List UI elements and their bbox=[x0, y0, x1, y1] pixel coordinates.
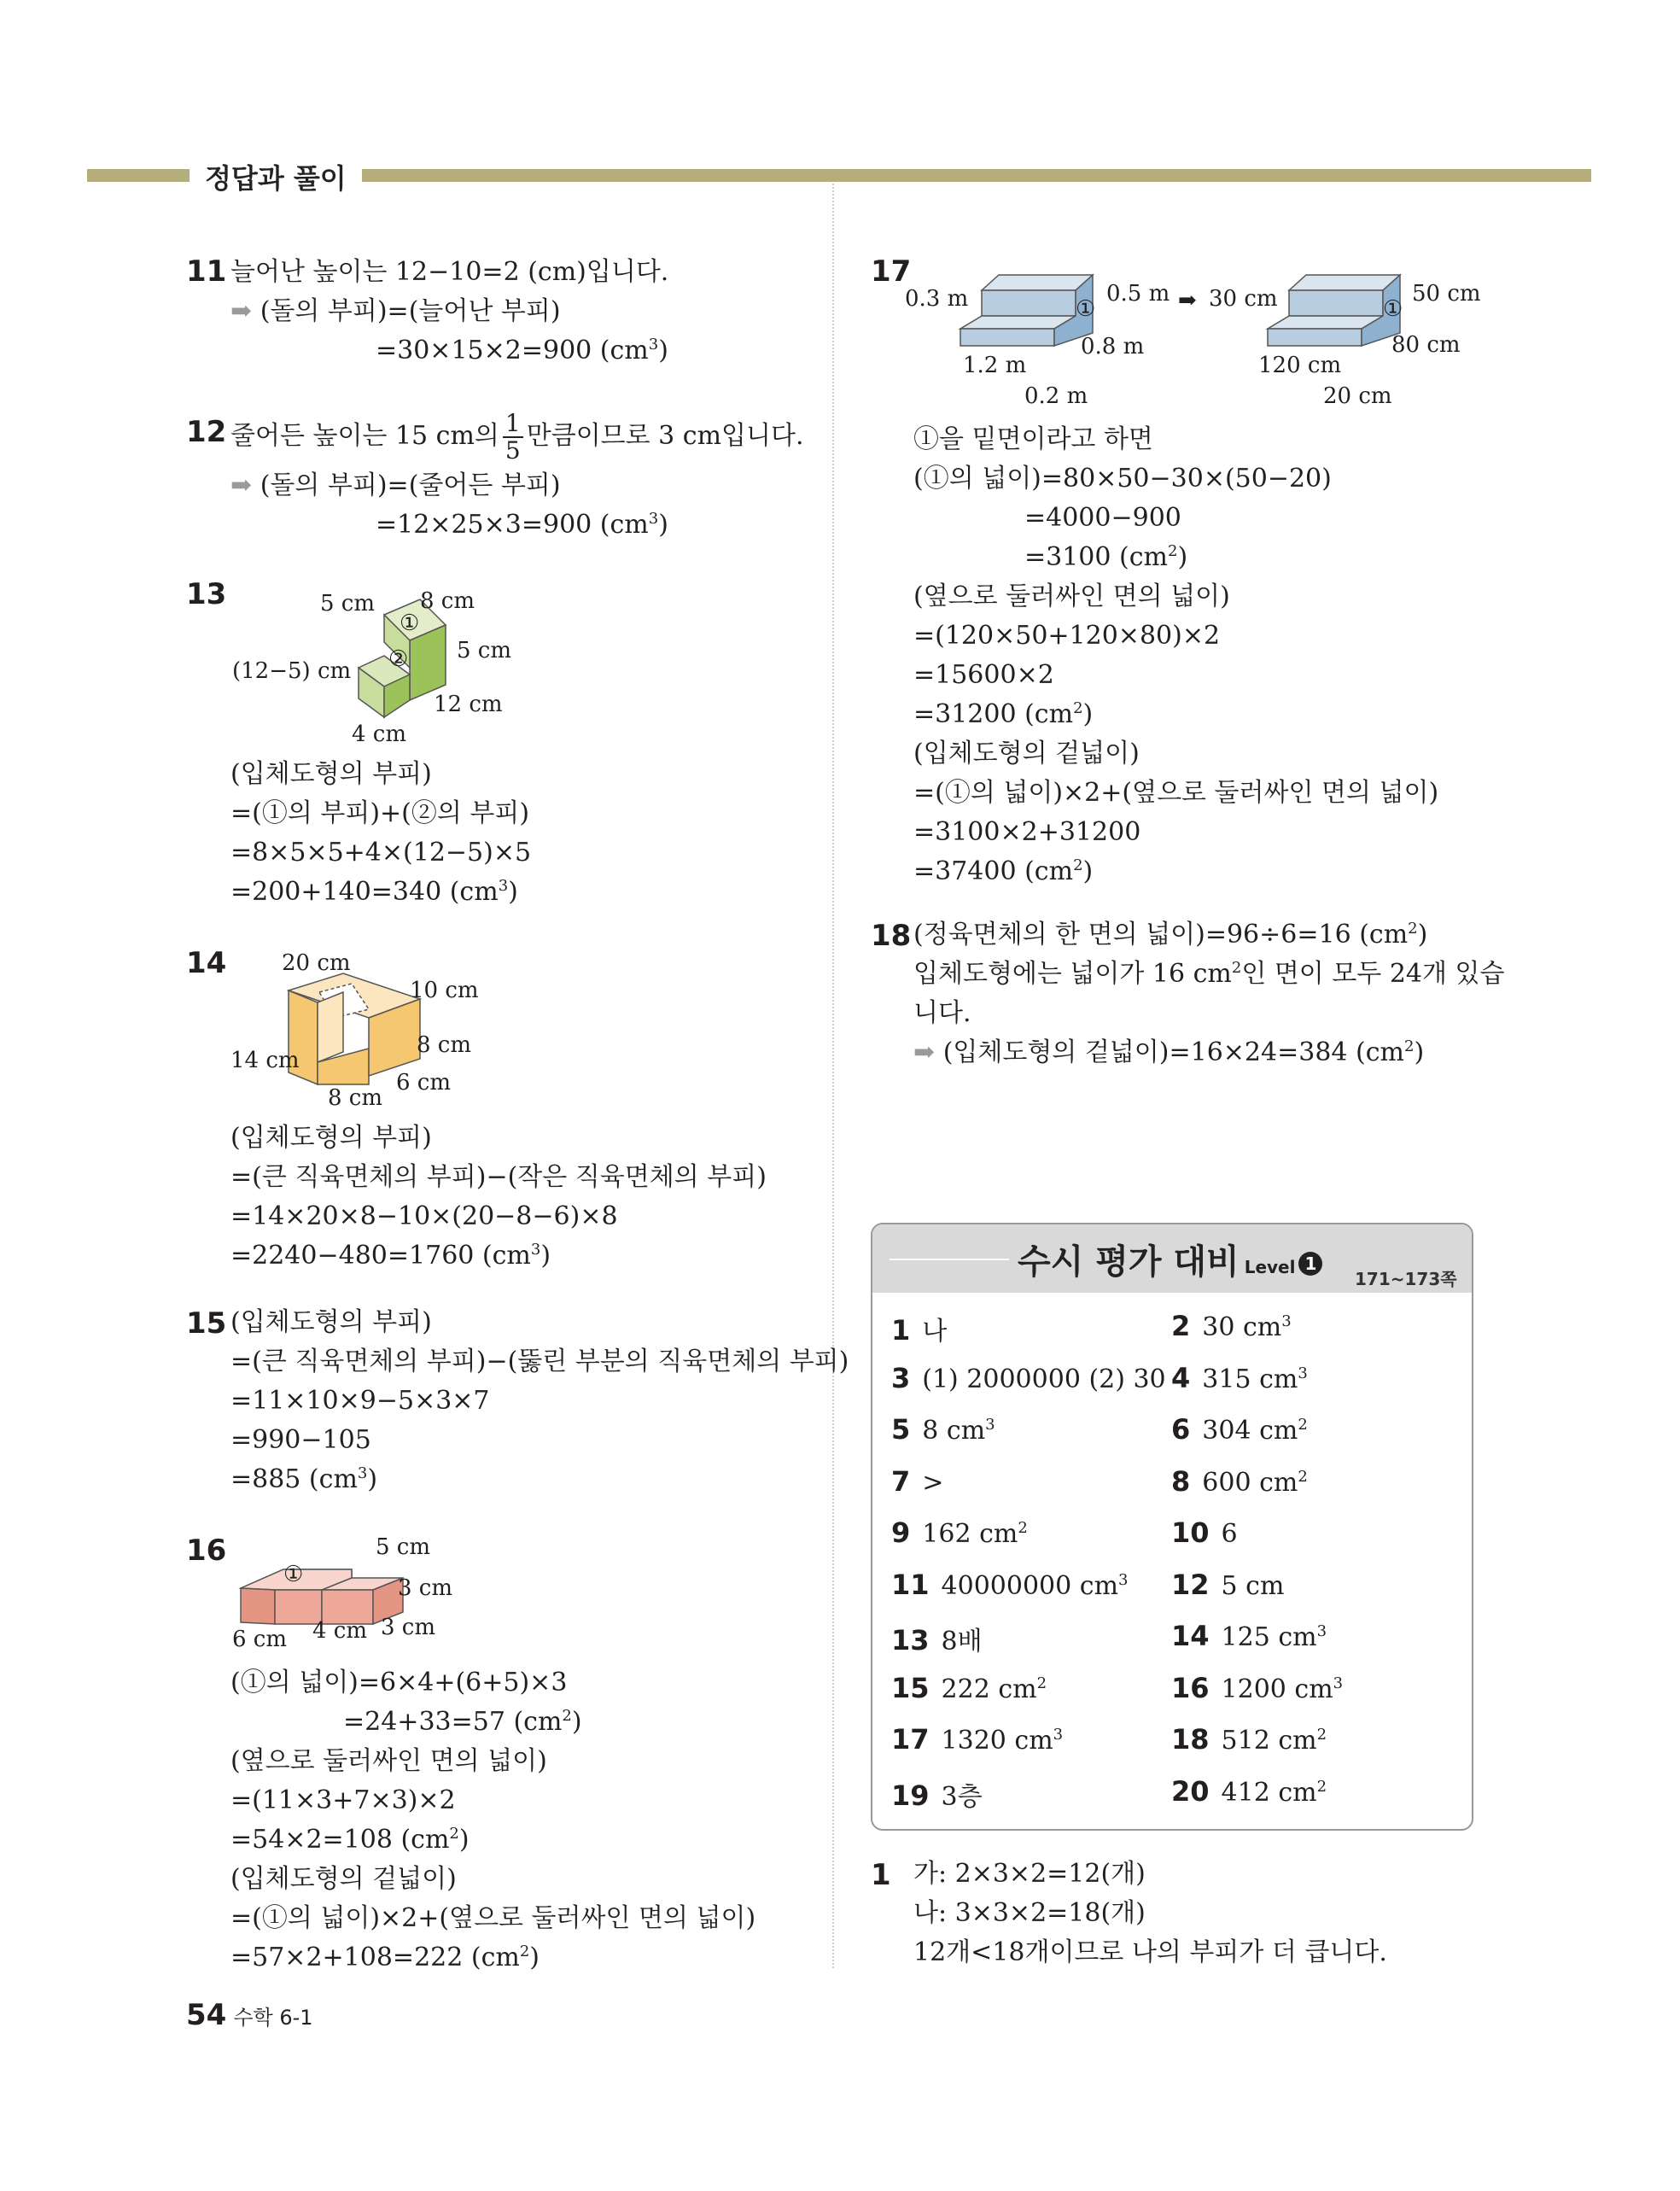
answer-value: 30 cm bbox=[1202, 1312, 1282, 1342]
answer-number: 7 bbox=[891, 1464, 911, 1498]
dim-label: 120 cm bbox=[1258, 353, 1342, 378]
answer-number: 3 bbox=[891, 1361, 911, 1394]
dim-label: (12−5) cm bbox=[232, 658, 352, 684]
superscript: 2 bbox=[1073, 856, 1083, 874]
text-line: =37400 (cm bbox=[913, 856, 1074, 886]
dim-label: 10 cm bbox=[410, 978, 479, 1003]
answer-item bbox=[891, 1672, 1047, 1704]
dim-label: 8 cm bbox=[420, 588, 475, 614]
header-bar-left bbox=[87, 169, 190, 182]
answer-number: 15 bbox=[891, 1671, 930, 1704]
problem-number: 15 bbox=[186, 1306, 227, 1341]
text-line: (옆으로 둘러싸인 면의 넓이) bbox=[230, 1746, 547, 1776]
text-line: =2240−480=1760 (cm bbox=[230, 1241, 531, 1271]
superscript: 2 bbox=[1408, 920, 1418, 938]
superscript: 3 bbox=[1118, 1570, 1129, 1589]
problem-number: 18 bbox=[871, 919, 912, 953]
dim-label: 0.3 m bbox=[905, 286, 969, 312]
answer-number: 16 bbox=[1171, 1671, 1210, 1704]
text-line: =990−105 bbox=[230, 1425, 371, 1455]
answer-number: 13 bbox=[891, 1624, 930, 1656]
dim-label: 12 cm bbox=[434, 692, 503, 717]
answer-value: 8 cm bbox=[922, 1416, 986, 1446]
text-line: =(120×50+120×80)×2 bbox=[913, 621, 1221, 651]
dim-label: 50 cm bbox=[1412, 281, 1481, 307]
answer-item bbox=[891, 1620, 983, 1657]
answer-number: 2 bbox=[1171, 1310, 1191, 1342]
text-line: =(큰 직육면체의 부피)−(작은 직육면체의 부피) bbox=[230, 1162, 767, 1192]
superscript: 2 bbox=[1403, 1037, 1415, 1055]
page-header bbox=[87, 162, 1591, 195]
answer-item bbox=[891, 1465, 943, 1498]
superscript: 2 bbox=[1298, 1467, 1308, 1486]
dim-label: 5 cm bbox=[457, 638, 512, 663]
superscript: 3 bbox=[1053, 1726, 1064, 1744]
text-line: =(①의 넓이)×2+(옆으로 둘러싸인 면의 넓이) bbox=[913, 778, 1439, 808]
review-title-text: 수시 평가 대비 bbox=[1018, 1242, 1240, 1282]
text-line: =(큰 직육면체의 부피)−(뚫린 부분의 직육면체의 부피) bbox=[230, 1347, 849, 1376]
answer-number: 5 bbox=[891, 1413, 911, 1446]
answer-item bbox=[1171, 1775, 1327, 1808]
answer-item bbox=[1171, 1465, 1308, 1498]
superscript: 2 bbox=[519, 1943, 530, 1960]
dim-label: 8 cm bbox=[328, 1085, 383, 1111]
figure-16 bbox=[224, 1528, 514, 1656]
dim-label: 4 cm bbox=[312, 1618, 368, 1644]
text-line: =(①의 부피)+(②의 부피) bbox=[230, 798, 530, 828]
region-marker: ② bbox=[388, 646, 409, 672]
page-footer bbox=[186, 1998, 313, 2032]
problem-number: 1 bbox=[871, 1858, 891, 1892]
fraction bbox=[503, 411, 523, 464]
text-line: (입체도형의 겉넓이) bbox=[913, 739, 1140, 768]
text-line: 가: 2×3×2=12(개) bbox=[913, 1859, 1146, 1889]
answer-number: 9 bbox=[891, 1516, 911, 1549]
problem-11: 늘어난 높이는 12−10=2 (cm)입니다. ➡ (돌의 부피)=(늘어난 부피) =30×15×2=900 $(cm^3)$ bbox=[230, 253, 668, 371]
problem-number: 16 bbox=[186, 1534, 227, 1568]
text-line: =24+33=57 (cm bbox=[343, 1707, 563, 1737]
dim-label: 20 cm bbox=[1323, 383, 1392, 409]
answer-item bbox=[1171, 1413, 1308, 1446]
answer-number: 1 bbox=[891, 1314, 911, 1347]
text-line: (입체도형의 겉넓이)=16×24=384 (cm bbox=[942, 1037, 1404, 1067]
text-line: =54×2=108 (cm bbox=[230, 1825, 450, 1855]
problem-number: 14 bbox=[186, 946, 227, 980]
text-line: 줄어든 높이는 15 cm의 bbox=[230, 421, 499, 451]
problem-15: (입체도형의 부피) =(큰 직육면체의 부피)−(뚫린 부분의 직육면체의 부피) =11×10×9−5×3×7 =990−105 =885 $(cm^3)$ bbox=[230, 1303, 849, 1499]
answer-value: 315 cm bbox=[1202, 1364, 1298, 1394]
superscript: 3 bbox=[985, 1416, 995, 1434]
problem-number: 11 bbox=[186, 254, 227, 289]
review-problem-1 bbox=[913, 1855, 1387, 1972]
header-rule bbox=[890, 1259, 1009, 1260]
superscript: 2 bbox=[562, 1707, 572, 1725]
answer-number: 12 bbox=[1171, 1568, 1210, 1601]
problem-13: (입체도형의 부피) =(①의 부피)+(②의 부피) =8×5×5+4×(12−5)×5 =200+140=340 $(cm^3)$ bbox=[230, 755, 531, 912]
superscript: 3 bbox=[1281, 1312, 1292, 1330]
answer-item bbox=[891, 1516, 1028, 1549]
text-line: =(①의 넓이)×2+(옆으로 둘러싸인 면의 넓이) bbox=[230, 1903, 756, 1933]
answer-value: 3층 bbox=[941, 1781, 983, 1812]
answer-item bbox=[1171, 1723, 1327, 1756]
page-range: 171~173쪽 bbox=[1355, 1269, 1457, 1289]
superscript: 3 bbox=[648, 510, 659, 528]
superscript: 2 bbox=[1036, 1674, 1047, 1692]
dim-label: 1.2 m bbox=[963, 353, 1027, 378]
answer-value: 1320 cm bbox=[941, 1726, 1053, 1756]
answer-value: 512 cm bbox=[1221, 1726, 1317, 1756]
column-divider bbox=[832, 184, 834, 1968]
dim-label: 80 cm bbox=[1391, 332, 1461, 358]
answer-value: 304 cm bbox=[1202, 1416, 1298, 1446]
dim-label: 20 cm bbox=[282, 950, 351, 976]
answer-value: 222 cm bbox=[941, 1674, 1037, 1704]
answer-number: 20 bbox=[1171, 1774, 1210, 1808]
text-line: =11×10×9−5×3×7 bbox=[230, 1386, 490, 1416]
arrow-icon: ➡ bbox=[913, 1037, 943, 1067]
answer-value: 나 bbox=[922, 1317, 948, 1347]
answer-item bbox=[1171, 1516, 1238, 1549]
text-line: =4000−900 bbox=[1024, 503, 1181, 533]
dim-label: 5 cm bbox=[320, 591, 376, 616]
text-line: =3100 (cm bbox=[1024, 542, 1168, 572]
answer-number: 18 bbox=[1171, 1723, 1210, 1756]
dim-label: 6 cm bbox=[232, 1627, 288, 1652]
text-line: =57×2+108=222 (cm bbox=[230, 1943, 520, 1972]
figure-14 bbox=[224, 939, 531, 1119]
header-title: 정답과 풀이 bbox=[205, 162, 347, 195]
arrow-icon: ➡ bbox=[230, 470, 260, 500]
answer-item bbox=[891, 1413, 995, 1446]
answer-item bbox=[1171, 1672, 1343, 1704]
arrow-icon: ➡ bbox=[230, 296, 260, 326]
book-subject: 수학 6-1 bbox=[233, 2006, 313, 2030]
denominator: 5 bbox=[505, 436, 521, 464]
answer-value: 6 bbox=[1221, 1519, 1238, 1549]
text-line: (입체도형의 부피) bbox=[230, 1307, 432, 1337]
answer-number: 6 bbox=[1171, 1413, 1191, 1446]
answer-number: 8 bbox=[1171, 1464, 1191, 1498]
text-line: =30×15×2=900 (cm bbox=[376, 336, 649, 365]
answer-item bbox=[891, 1775, 983, 1813]
level-label: Level bbox=[1244, 1257, 1296, 1277]
numerator: 1 bbox=[503, 411, 523, 438]
answer-value: > bbox=[922, 1467, 944, 1498]
superscript: 3 bbox=[648, 336, 659, 353]
text-line: (돌의 부피)=(줄어든 부피) bbox=[260, 470, 561, 500]
answer-number: 11 bbox=[891, 1568, 930, 1601]
problem-18: (정육면체의 한 면의 넓이)=96÷6=16 $(cm^2)$ 입체도형에는 넓이가 16 $cm^2$인 면이 모두 24개 있습 니다. ➡ (입체도형의 겉넓이)=16×24=384 $(cm^2)$ bbox=[913, 920, 1505, 1067]
text-line: =15600×2 bbox=[913, 660, 1054, 690]
text-line: =885 (cm bbox=[230, 1464, 358, 1494]
superscript: 2 bbox=[449, 1825, 459, 1843]
dim-label: 30 cm bbox=[1209, 286, 1278, 312]
dim-label: 0.8 m bbox=[1081, 334, 1145, 359]
text-line: 나: 3×3×2=18(개) bbox=[913, 1898, 1146, 1928]
text-line: (옆으로 둘러싸인 면의 넓이) bbox=[913, 581, 1230, 611]
superscript: 3 bbox=[530, 1241, 541, 1259]
text-line: =(11×3+7×3)×2 bbox=[230, 1785, 456, 1815]
region-marker: ① bbox=[1076, 296, 1096, 322]
region-marker: ① bbox=[1383, 296, 1403, 322]
text-line: (①의 넓이)=6×4+(6+5)×3 bbox=[230, 1668, 568, 1697]
problem-17: ①을 밑면이라고 하면 (①의 넓이)=80×50−30×(50−20) =4000−900 =3100 $(cm^2)$ (옆으로 둘러싸인 면의 넓이) =(120×50+120×80)×2 =15600×2 =31200 $(cm^2)$ (입체도형의 겉넓이) =(①의 넓이)×2+(옆으로 둘러싸인 면의 넓이) =3100×2+31200 =37400 $(cm^2)$ bbox=[913, 420, 1438, 891]
superscript: 2 bbox=[1316, 1726, 1327, 1744]
text-line: ①을 밑면이라고 하면 bbox=[913, 424, 1153, 454]
region-marker: ① bbox=[283, 1562, 304, 1587]
answer-value: 412 cm bbox=[1221, 1777, 1317, 1808]
superscript: 2 bbox=[1231, 959, 1242, 977]
text-line: =31200 (cm bbox=[913, 699, 1074, 729]
problem-number: 12 bbox=[186, 415, 227, 449]
text-line: 인 면이 모두 24개 있습 bbox=[1241, 959, 1505, 989]
problem-number: 13 bbox=[186, 577, 227, 611]
problem-12: 줄어든 높이는 15 cm의 $\frac{1}{5}$ 만큼이므로 3 cm입니다. ➡ (돌의 부피)=(줄어든 부피) =12×25×3=900 $(cm^3)$ bbox=[230, 409, 804, 540]
answer-item bbox=[1171, 1620, 1327, 1652]
problem-number: 17 bbox=[871, 254, 912, 289]
problem-14: (입체도형의 부피) =(큰 직육면체의 부피)−(작은 직육면체의 부피) =14×20×8−10×(20−8−6)×8 =2240−480=1760 $(cm^3)$ bbox=[230, 1119, 767, 1276]
level-badge: 1 bbox=[1298, 1252, 1322, 1276]
answer-item bbox=[891, 1569, 1128, 1601]
text-line: =8×5×5+4×(12−5)×5 bbox=[230, 838, 532, 868]
text-line: =200+140=340 (cm bbox=[230, 877, 499, 907]
header-bar-right bbox=[362, 169, 1591, 182]
dim-label: 0.2 m bbox=[1024, 383, 1088, 409]
superscript: 2 bbox=[1167, 542, 1178, 560]
superscript: 2 bbox=[1073, 699, 1083, 717]
dim-label: 0.5 m bbox=[1106, 281, 1170, 307]
answer-item bbox=[1171, 1569, 1284, 1601]
answer-value: 1200 cm bbox=[1221, 1674, 1333, 1704]
answer-value: 125 cm bbox=[1221, 1622, 1317, 1652]
superscript: 2 bbox=[1018, 1519, 1028, 1537]
answer-number: 19 bbox=[891, 1779, 930, 1812]
answer-item bbox=[891, 1310, 947, 1347]
answer-item bbox=[891, 1362, 1166, 1394]
superscript: 3 bbox=[1316, 1622, 1327, 1640]
text-line: 만큼이므로 3 cm입니다. bbox=[526, 421, 804, 451]
superscript: 3 bbox=[1333, 1674, 1344, 1692]
answer-value: 40000000 cm bbox=[941, 1570, 1119, 1601]
figure-13 bbox=[222, 572, 546, 751]
problem-16: (①의 넓이)=6×4+(6+5)×3 =24+33=57 $(cm^2)$ (옆으로 둘러싸인 면의 넓이) =(11×3+7×3)×2 =54×2=108 $(cm^2)$ (입체도형의 겉넓이) =(①의 넓이)×2+(옆으로 둘러싸인 면의 넓이) =57×2+108=222 $(cm^2)$ bbox=[230, 1663, 755, 1978]
answer-number: 4 bbox=[1171, 1361, 1191, 1394]
text-line: 늘어난 높이는 12−10=2 (cm)입니다. bbox=[230, 257, 669, 287]
text-line: (돌의 부피)=(늘어난 부피) bbox=[260, 296, 561, 326]
text-line: =14×20×8−10×(20−8−6)×8 bbox=[230, 1201, 618, 1231]
answer-value: 8배 bbox=[941, 1627, 983, 1656]
answer-item bbox=[1171, 1310, 1292, 1342]
text-line: =12×25×3=900 (cm bbox=[376, 510, 649, 540]
answer-value: 600 cm bbox=[1202, 1467, 1298, 1498]
answer-value: 162 cm bbox=[922, 1519, 1018, 1549]
review-box-header bbox=[872, 1224, 1472, 1293]
dim-label: 8 cm bbox=[417, 1032, 472, 1058]
dim-label: 3 cm bbox=[381, 1615, 436, 1640]
review-title bbox=[1018, 1235, 1322, 1283]
superscript: 3 bbox=[498, 877, 509, 895]
answer-value: 5 cm bbox=[1221, 1570, 1285, 1601]
superscript: 2 bbox=[1316, 1777, 1327, 1796]
answer-number: 17 bbox=[891, 1723, 930, 1756]
superscript: 3 bbox=[1298, 1364, 1308, 1382]
superscript: 2 bbox=[1298, 1416, 1308, 1434]
dim-label: 3 cm bbox=[398, 1575, 453, 1601]
dim-label: 5 cm bbox=[376, 1534, 431, 1560]
answer-value: (1) 2000000 (2) 30 bbox=[922, 1364, 1166, 1394]
answer-number: 14 bbox=[1171, 1620, 1210, 1652]
text-line: 입체도형에는 넓이가 16 cm bbox=[913, 959, 1232, 989]
text-line: =3100×2+31200 bbox=[913, 817, 1141, 847]
dim-label: 14 cm bbox=[230, 1048, 300, 1073]
arrow-icon: ➡ bbox=[1178, 288, 1197, 313]
text-line: (입체도형의 겉넓이) bbox=[230, 1864, 457, 1894]
text-line: (입체도형의 부피) bbox=[230, 1123, 432, 1153]
answer-item bbox=[891, 1723, 1063, 1756]
text-line: (입체도형의 부피) bbox=[230, 759, 432, 789]
text-line: 12개<18개이므로 나의 부피가 더 큽니다. bbox=[913, 1937, 1387, 1967]
review-answer-box bbox=[871, 1223, 1473, 1831]
text-line: 니다. bbox=[913, 998, 971, 1028]
figure-17 bbox=[905, 248, 1502, 418]
answer-item bbox=[1171, 1362, 1308, 1394]
region-marker: ① bbox=[400, 611, 420, 636]
page-number: 54 bbox=[186, 1998, 227, 2032]
answer-number: 10 bbox=[1171, 1516, 1210, 1549]
text-line: (①의 넓이)=80×50−30×(50−20) bbox=[913, 464, 1332, 494]
text-line: (정육면체의 한 면의 넓이)=96÷6=16 (cm bbox=[913, 920, 1409, 949]
dim-label: 4 cm bbox=[352, 722, 407, 747]
dim-label: 6 cm bbox=[396, 1070, 452, 1096]
superscript: 3 bbox=[357, 1464, 368, 1482]
